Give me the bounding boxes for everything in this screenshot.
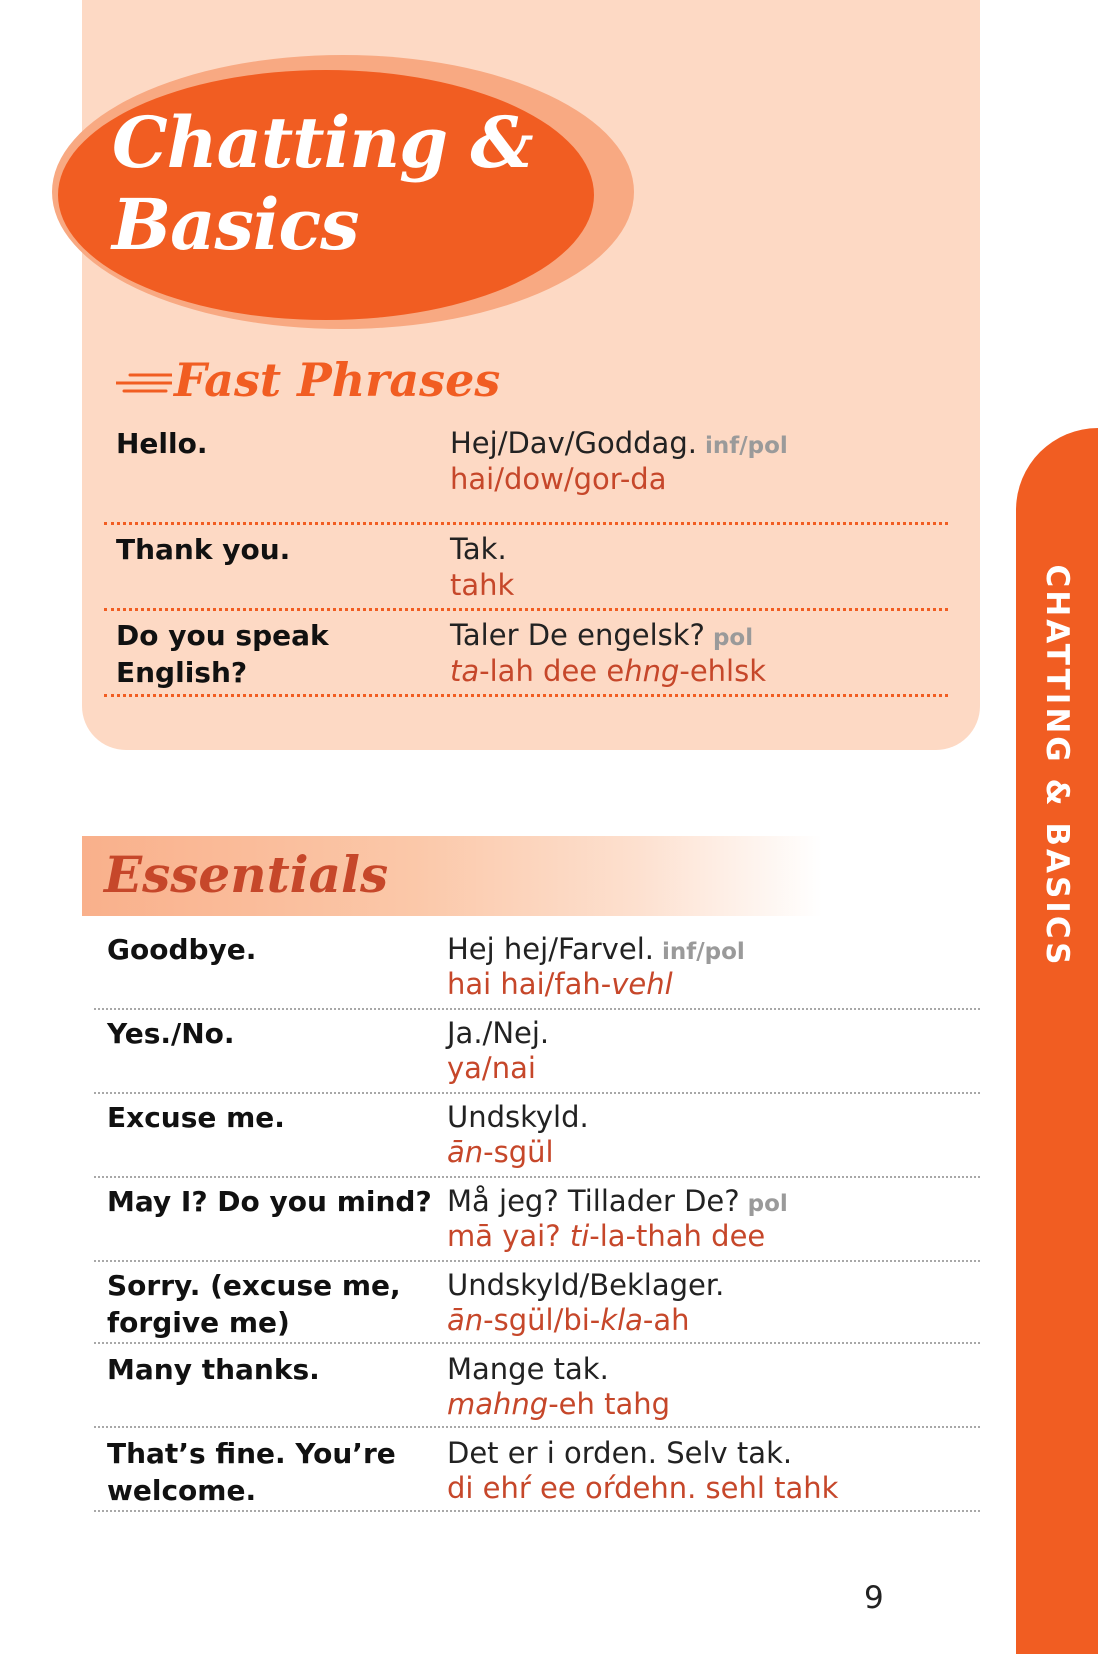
register-tag: inf/pol — [661, 939, 745, 965]
danish-text: Undskyld. — [447, 1100, 589, 1134]
syllable: -la-thah dee — [589, 1219, 766, 1253]
danish-text: Undskyld/Beklager. — [447, 1268, 725, 1302]
phrase-danish — [447, 1267, 724, 1304]
danish-text: Tak. — [450, 532, 507, 566]
speed-lines-icon — [116, 372, 172, 394]
row-divider — [94, 1342, 980, 1344]
phrase-pronunciation — [447, 1386, 670, 1423]
row-divider — [94, 1426, 980, 1428]
phrase-english: Yes./No. — [107, 1017, 235, 1050]
syllable: -sgül — [483, 1135, 554, 1169]
phrase-english: Thank you. — [116, 533, 291, 566]
section-side-tab-label: CHATTING & BASICS — [1039, 564, 1075, 968]
phrase-danish — [450, 425, 788, 465]
phrase-english: Many thanks. — [107, 1353, 320, 1386]
phrase-english: Hello. — [116, 427, 208, 460]
row-divider — [94, 1260, 980, 1262]
stressed-syllable: ti — [569, 1219, 590, 1253]
danish-text: Taler De engelsk? — [450, 618, 705, 652]
danish-text: Mange tak. — [447, 1352, 609, 1386]
phrase-english: Excuse me. — [107, 1101, 285, 1134]
row-divider — [94, 1092, 980, 1094]
row-divider — [104, 608, 948, 611]
title-line-1: Chatting & — [112, 101, 533, 184]
syllable: mā yai? — [447, 1219, 570, 1253]
phrase-danish — [447, 1015, 549, 1052]
register-tag: pol — [747, 1191, 788, 1217]
syllable: -ah — [642, 1303, 690, 1337]
syllable: -eh tahg — [548, 1387, 671, 1421]
stressed-syllable: hng — [624, 654, 680, 688]
danish-text: Det er i orden. Selv tak. — [447, 1436, 793, 1470]
phrase-pronunciation: hai/dow/gor-da — [450, 462, 667, 496]
syllable: -sgül/bi- — [483, 1303, 601, 1337]
row-divider — [94, 1510, 980, 1512]
phrase-english: Goodbye. — [107, 933, 257, 966]
stressed-syllable: ān — [447, 1135, 484, 1169]
row-divider — [94, 1176, 980, 1178]
danish-text: Ja./Nej. — [447, 1016, 550, 1050]
phrase-danish — [447, 1351, 609, 1388]
essentials-title: Essentials — [104, 845, 389, 904]
register-tag: pol — [712, 625, 754, 651]
danish-text: Hej/Dav/Goddag. — [450, 426, 697, 460]
phrase-pronunciation — [447, 966, 673, 1003]
page-number: 9 — [864, 1580, 884, 1616]
phrase-english: That’s fine. You’re welcome. — [107, 1437, 396, 1507]
syllable: ya/nai — [447, 1051, 536, 1085]
phrase-pronunciation — [447, 1302, 690, 1339]
row-divider — [104, 522, 948, 525]
stressed-syllable: vehl — [611, 967, 673, 1001]
phrase-pronunciation — [447, 1050, 536, 1087]
danish-text: Hej hej/Farvel. — [447, 932, 654, 966]
fast-phrases-title: Fast Phrases — [174, 353, 501, 407]
stressed-syllable: ta — [450, 654, 480, 688]
row-divider — [104, 694, 948, 697]
phrase-danish — [450, 617, 753, 657]
phrase-pronunciation: tahk — [450, 568, 515, 602]
phrase-pronunciation — [447, 1218, 765, 1255]
phrase-danish — [447, 1183, 788, 1223]
syllable: -ehlsk — [679, 654, 767, 688]
phrase-pronunciation — [450, 653, 766, 690]
phrase-danish — [447, 1435, 792, 1472]
phrase-danish — [447, 1099, 589, 1136]
stressed-syllable: ān — [447, 1303, 484, 1337]
syllable: di ehŕ ee oŕdehn. sehl tahk — [447, 1471, 839, 1505]
register-tag: inf/pol — [704, 433, 788, 459]
syllable: hai hai/fah- — [447, 967, 612, 1001]
danish-text: Må jeg? Tillader De? — [447, 1184, 740, 1218]
row-divider — [94, 1008, 980, 1010]
phrase-english: May I? Do you mind? — [107, 1185, 432, 1218]
phrase-danish — [447, 931, 745, 971]
phrase-english: Sorry. (excuse me, forgive me) — [107, 1269, 401, 1339]
page-title — [112, 102, 533, 266]
stressed-syllable: mahng — [447, 1387, 549, 1421]
title-line-2: Basics — [112, 183, 359, 266]
phrase-english: Do you speak English? — [116, 619, 329, 689]
phrase-pronunciation — [447, 1470, 838, 1507]
phrase-danish — [450, 531, 507, 568]
syllable: -lah dee e — [479, 654, 625, 688]
phrase-pronunciation — [447, 1134, 554, 1171]
stressed-syllable: kla — [600, 1303, 643, 1337]
